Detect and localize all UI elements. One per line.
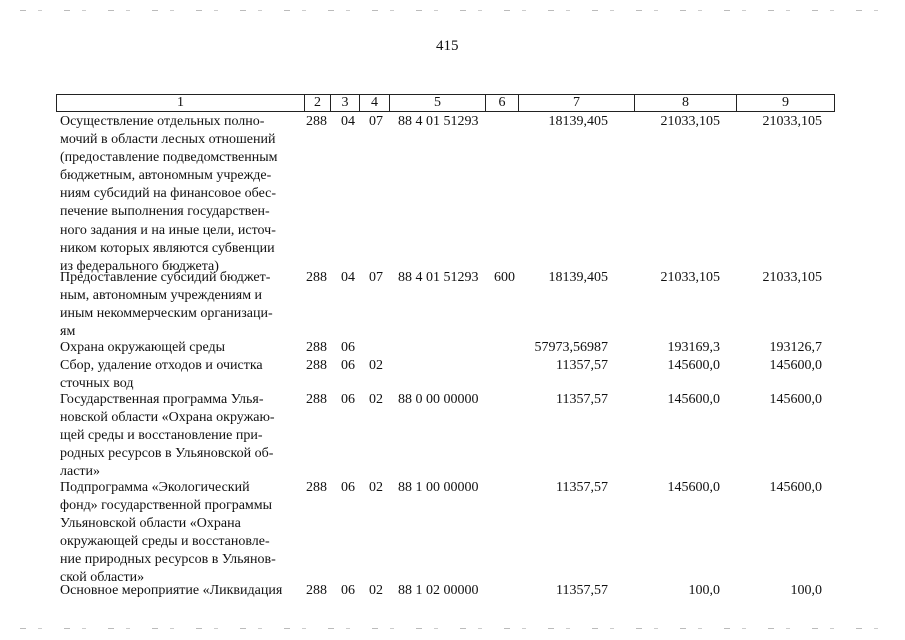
row-description: Основное мероприятие «Ликвидация bbox=[60, 583, 283, 598]
scan-edge-top bbox=[20, 10, 885, 11]
header-col-4: 4 bbox=[360, 95, 390, 111]
row-col-9: 145600,0 bbox=[769, 358, 822, 373]
header-col-6: 6 bbox=[486, 95, 519, 111]
row-description: Предоставление субсидий бюджет- ным, автономным учреждениям и иным некоммерческим организаци- ям bbox=[60, 270, 273, 340]
row-col-9: 145600,0 bbox=[769, 480, 822, 495]
row-col-6: 600 bbox=[494, 270, 515, 285]
row-col-4: 02 bbox=[369, 392, 383, 407]
page-number: 415 bbox=[436, 38, 459, 54]
row-col-2: 288 bbox=[306, 270, 327, 285]
row-col-8: 145600,0 bbox=[667, 358, 720, 373]
row-col-9: 100,0 bbox=[790, 583, 822, 598]
row-col-7: 11357,57 bbox=[556, 392, 608, 407]
row-col-4: 02 bbox=[369, 480, 383, 495]
row-col-4: 07 bbox=[369, 114, 383, 129]
row-col-8: 100,0 bbox=[688, 583, 720, 598]
header-col-8: 8 bbox=[635, 95, 737, 111]
header-col-9: 9 bbox=[782, 95, 789, 110]
row-description: Сбор, удаление отходов и очистка сточных вод bbox=[60, 358, 263, 392]
row-col-3: 06 bbox=[341, 358, 355, 373]
row-col-8: 145600,0 bbox=[667, 480, 720, 495]
header-col-7: 7 bbox=[519, 95, 635, 111]
scan-edge-bottom bbox=[20, 628, 885, 629]
row-col-7: 18139,405 bbox=[548, 270, 608, 285]
row-col-2: 288 bbox=[306, 340, 327, 355]
row-col-4: 02 bbox=[369, 358, 383, 373]
row-col-5: 88 4 01 51293 bbox=[398, 114, 479, 129]
header-col-5: 5 bbox=[390, 95, 486, 111]
row-col-3: 04 bbox=[341, 270, 355, 285]
row-col-4: 07 bbox=[369, 270, 383, 285]
row-col-8: 145600,0 bbox=[667, 392, 720, 407]
row-col-5: 88 4 01 51293 bbox=[398, 270, 479, 285]
row-col-8: 21033,105 bbox=[660, 114, 720, 129]
header-col-2: 2 bbox=[305, 95, 331, 111]
row-col-9: 193126,7 bbox=[769, 340, 822, 355]
row-description: Охрана окружающей среды bbox=[60, 340, 226, 355]
row-col-3: 06 bbox=[341, 340, 355, 355]
row-col-3: 04 bbox=[341, 114, 355, 129]
row-col-2: 288 bbox=[306, 358, 327, 373]
row-col-7: 18139,405 bbox=[548, 114, 608, 129]
row-description: Осуществление отдельных полно- мочий в области лесных отношений (предоставление подведомственным бюджетным, автономным учрежде- ниям субсидий на финансовое обес- печение выполнения государствен- ного задания и на иные цели, источ- ником которых являются субвенции из федерального бюджета) bbox=[60, 114, 278, 274]
row-col-7: 11357,57 bbox=[556, 358, 608, 373]
row-col-3: 06 bbox=[341, 583, 355, 598]
table-header bbox=[56, 94, 835, 112]
row-col-7: 11357,57 bbox=[556, 583, 608, 598]
row-col-2: 288 bbox=[306, 583, 327, 598]
row-col-5: 88 0 00 00000 bbox=[398, 392, 479, 407]
header-col-3: 3 bbox=[331, 95, 360, 111]
row-col-2: 288 bbox=[306, 114, 327, 129]
row-col-3: 06 bbox=[341, 480, 355, 495]
row-col-9: 145600,0 bbox=[769, 392, 822, 407]
row-description: Подпрограмма «Экологический фонд» государственной программы Ульяновской области «Охрана окружающей среды и восстановле- ние природных ресурсов в Ульянов- ской области» bbox=[60, 480, 276, 586]
row-col-2: 288 bbox=[306, 392, 327, 407]
row-col-7: 57973,56987 bbox=[534, 340, 608, 355]
row-col-7: 11357,57 bbox=[556, 480, 608, 495]
row-col-8: 193169,3 bbox=[667, 340, 720, 355]
row-col-3: 06 bbox=[341, 392, 355, 407]
row-col-8: 21033,105 bbox=[660, 270, 720, 285]
row-col-2: 288 bbox=[306, 480, 327, 495]
row-description: Государственная программа Улья- новской области «Охрана окружаю- щей среды и восстановление при- родных ресурсов в Ульяновской об- ласти» bbox=[60, 392, 275, 480]
header-col-1: 1 bbox=[57, 95, 305, 111]
row-col-9: 21033,105 bbox=[762, 270, 822, 285]
row-col-5: 88 1 00 00000 bbox=[398, 480, 479, 495]
row-col-5: 88 1 02 00000 bbox=[398, 583, 479, 598]
row-col-9: 21033,105 bbox=[762, 114, 822, 129]
row-col-4: 02 bbox=[369, 583, 383, 598]
